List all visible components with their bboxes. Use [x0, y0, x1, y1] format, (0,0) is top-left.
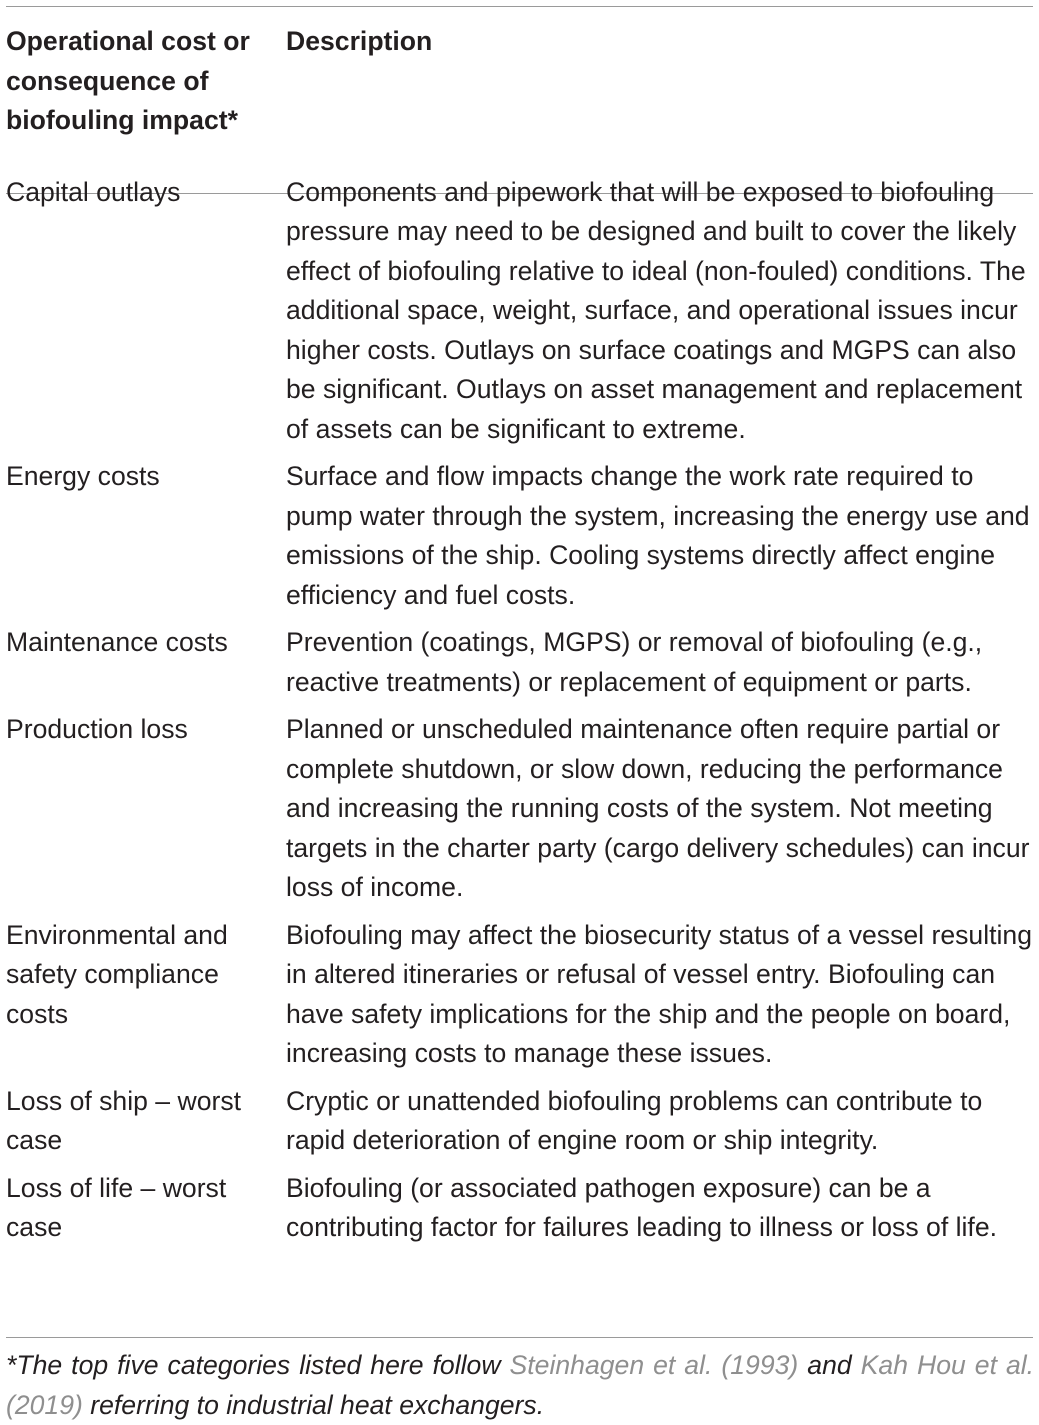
row-description: Prevention (coatings, MGPS) or removal of biofouling (e.g., reactive treatments) or replacement of equipment or parts.	[286, 627, 983, 697]
table-top-rule	[6, 6, 1033, 7]
table-row	[6, 155, 1034, 458]
row-description: Planned or unscheduled maintenance often require partial or complete shutdown, or slow down, reducing the performance and increasing the running costs of the system. Not meeting targets in the charter party (cargo delivery schedules) can incur loss of income.	[286, 714, 1030, 902]
row-description: Biofouling (or associated pathogen exposure) can be a contributing factor for failures leading to illness or loss of life.	[286, 1172, 997, 1242]
column-header-description: Description	[286, 26, 433, 56]
footnote-reference-link[interactable]: Kah Hou et al. (2019)	[6, 1350, 1035, 1420]
row-description: Biofouling may affect the biosecurity status of a vessel resulting in altered itineraries or refusal of vessel entry. Biofouling can have safety implications for the ship and the people on board, increasing costs to manage these issues.	[286, 919, 1033, 1068]
table-row	[6, 1082, 1034, 1169]
row-category: Environmental and safety compliance costs	[6, 919, 228, 1029]
footnote-middle: and	[807, 1350, 852, 1380]
row-category: Loss of life – worst case	[6, 1172, 227, 1242]
row-description: Cryptic or unattended biofouling problems can contribute to rapid deterioration of engine room or ship integrity.	[286, 1085, 983, 1155]
table-footnote	[6, 1346, 1034, 1425]
table-row	[6, 1169, 1034, 1248]
footnote-reference-link[interactable]: Steinhagen et al. (1993)	[509, 1350, 799, 1380]
table-bottom-rule	[6, 1337, 1033, 1338]
table-row	[6, 623, 1034, 710]
row-category: Energy costs	[6, 461, 160, 491]
column-header-category: Operational cost or consequence of biofouling impact*	[6, 26, 250, 135]
footnote-suffix: referring to industrial heat exchangers.	[90, 1389, 545, 1420]
row-description: Components and pipework that will be exposed to biofouling pressure may need to be designed and built to cover the likely effect of biofouling relative to ideal (non-fouled) conditions. The additional space, weight, surface, and operational issues incur higher costs. Outlays on surface coatings and MGPS can also be significant. Outlays on asset management and replacement of assets can be significant to extreme.	[286, 176, 1026, 444]
row-description: Surface and flow impacts change the work rate required to pump water through the system, increasing the energy use and emissions of the ship. Cooling systems directly affect engine efficiency and fuel costs.	[286, 461, 1030, 610]
table-row	[6, 916, 1034, 1082]
table-header-row	[6, 22, 1034, 155]
table-row	[6, 710, 1034, 916]
row-category: Loss of ship – worst case	[6, 1085, 242, 1155]
biofouling-cost-table	[6, 22, 1034, 1248]
row-category: Capital outlays	[6, 176, 181, 207]
footnote-prefix: *The top five categories listed here follow	[6, 1350, 501, 1380]
row-category: Maintenance costs	[6, 627, 228, 657]
table-row	[6, 457, 1034, 623]
row-category: Production loss	[6, 714, 188, 744]
